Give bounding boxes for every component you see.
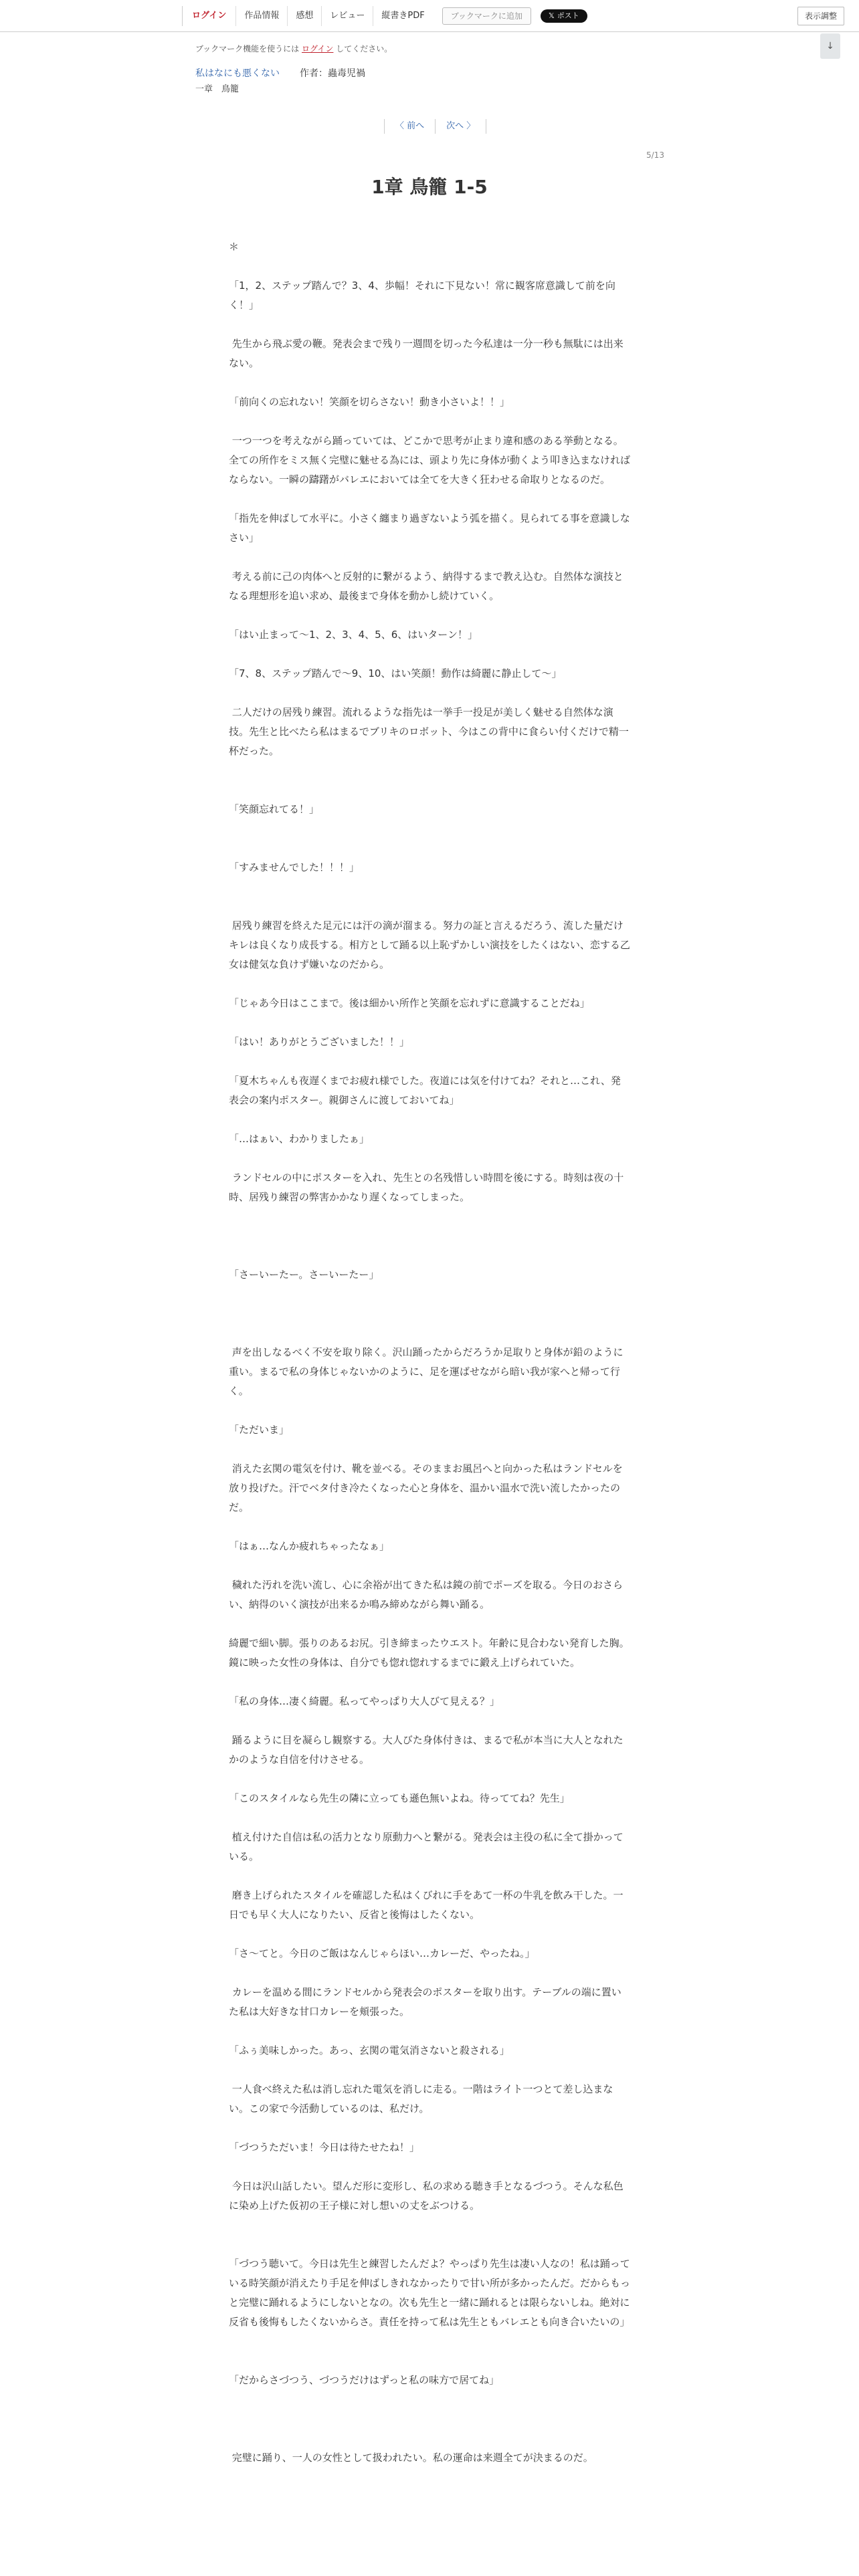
story-paragraph: 「すみませんでした！！！」: [229, 861, 360, 873]
story-paragraph: 「さーいーたー。さーいーたー」: [229, 1269, 379, 1281]
story-paragraph: 「前向くの忘れない！笑顔を切らさない！動き小さいよ！！」: [229, 396, 510, 408]
x-post-button[interactable]: [541, 9, 587, 23]
story-paragraph: 「じゃあ今日はここまで。後は細かい所作と笑顔を忘れずに意識することだね」: [229, 997, 590, 1009]
story-paragraph: 「はぁ…なんか疲れちゃったなぁ」: [229, 1540, 390, 1552]
x-logo-icon: 𝕏: [548, 11, 555, 20]
story-paragraph: 「ただいま」: [229, 1424, 290, 1436]
story-paragraph: 「はい止まって〜1、2、3、4、5、6、はいターン！」: [229, 629, 478, 641]
story-paragraph: 「づつうただいま！今日は待たせたね！」: [229, 2141, 420, 2153]
story-paragraph: 一つ一つを考えながら踊っていては、どこかで思考が止まり違和感のある挙動となる。全ての所作をミス無く完璧に魅せる為には、頭より先に身体が動くよう叩き込まなければならない。一瞬の躊躇がバレエにおいては全てを大きく狂わせる命取りとなるのだ。: [229, 435, 631, 486]
work-info-link[interactable]: 作品情報: [235, 6, 287, 26]
notice-login-link[interactable]: ログイン: [302, 44, 334, 53]
story-paragraph: 居残り練習を終えた足元には汗の滴が溜まる。努力の証と言えるだろう、流した量だけキレは良くなり成長する。相方として踊る以上恥ずかしい演技をしたくはない、恋する乙女は健気な負けず嫌いなのだから。: [229, 920, 630, 970]
story-paragraph: 完璧に踊り、一人の女性として扱われたい。私の運命は来週全てが決まるのだ。: [229, 2452, 593, 2464]
story-paragraph: 「さ〜てと。今日のご飯はなんじゃらほい…カレーだ、やったね。」: [229, 1947, 535, 1959]
notice-suffix: してください。: [336, 44, 393, 53]
prev-page-link[interactable]: 〈 前へ: [384, 119, 435, 134]
review-link[interactable]: レビュー: [321, 6, 373, 26]
bookmark-add-button[interactable]: ブックマークに追加: [442, 7, 531, 25]
page-navigation: [384, 119, 486, 134]
story-paragraph: 「ふぅ美味しかった。あっ、玄関の電気消さないと殺される」: [229, 2044, 510, 2056]
story-paragraph: 「だからさづつう、づつうだけはずっと私の味方で居てね」: [229, 2374, 500, 2386]
page-counter: 5/13: [646, 150, 664, 160]
story-paragraph: 今日は沢山話したい。望んだ形に変形し、私の求める聴き手となるづつう。そんな私色に染め上げた仮初の王子様に対し想いの丈をぶつける。: [229, 2180, 624, 2212]
story-paragraph: 「はい！ありがとうございました！！」: [229, 1036, 410, 1048]
story-paragraph: 磨き上げられたスタイルを確認した私はくびれに手をあて一杯の牛乳を飲み干した。一日でも早く大人になりたい、反省と後悔はしたくない。: [229, 1889, 624, 1921]
story-paragraph: 声を出しなるべく不安を取り除く。沢山踊ったからだろうか足取りと身体が鉛のように重い。まるで私の身体じゃないかのように、足を運ばせながら暗い我が家へと帰って行く。: [229, 1346, 624, 1397]
story-paragraph: 「7、8、ステップ踏んで〜9、10、はい笑顔！動作は綺麗に静止して〜」: [229, 667, 562, 679]
story-paragraph: 「このスタイルなら先生の隣に立っても遜色無いよね。待っててね？先生」: [229, 1792, 570, 1804]
story-paragraph: ＊: [229, 241, 240, 253]
display-settings-button[interactable]: 表示調整: [797, 7, 844, 25]
story-paragraph: 考える前に己の肉体へと反射的に繋がるよう、納得するまで教え込む。自然体な演技となる理想形を追い求め、最後まで身体を動かし続けていく。: [229, 570, 624, 602]
story-paragraph: 「笑顔忘れてる！」: [229, 803, 320, 815]
vertical-pdf-link[interactable]: 縦書きPDF: [373, 6, 432, 26]
work-meta: [195, 66, 365, 80]
story-paragraph: 「づつう聴いて。今日は先生と練習したんだよ？やっぱり先生は凄い人なの！私は踊っている時笑顔が消えたり手足を伸ばしきれなかったりで甘い所が多かったんだ。だからもっと完璧に踊れるようにしないとなの。次も先生と一緒に踊れるとは限らないしね。絶対に反省も後悔もしたくないからさ。責任を持って私は先生ともバレエとも向き合いたいの」: [229, 2258, 631, 2328]
notice-prefix: ブックマーク機能を使うには: [195, 44, 300, 53]
nav-menu: [182, 6, 587, 26]
series-title-link[interactable]: 私はなにも悪くない: [195, 68, 280, 79]
story-paragraph: 植え付けた自信は私の活力となり原動力へと繋がる。発表会は主役の私に全て掛かっている。: [229, 1831, 624, 1862]
x-post-label: ポスト: [557, 11, 579, 20]
story-paragraph: 「…はぁい、わかりましたぁ」: [229, 1133, 370, 1145]
story-paragraph: 消えた玄関の電気を付け、靴を並べる。そのままお風呂へと向かった私はランドセルを放り投げた。汗でベタ付き冷たくなった心と身体を、温かい温水で洗い流したかったのだ。: [229, 1463, 623, 1513]
top-navigation: [0, 0, 859, 32]
story-paragraph: 先生から飛ぶ愛の鞭。発表会まで残り一週間を切った今私達は一分一秒も無駄には出来ない。: [229, 338, 624, 369]
chapter-name: 一章 鳥籠: [195, 84, 240, 94]
impressions-link[interactable]: 感想: [287, 6, 321, 26]
story-paragraph: カレーを温める間にランドセルから発表会のポスターを取り出す。テーブルの端に置いた私は大好きな甘口カレーを頬張った。: [229, 1986, 622, 2018]
story-paragraph: 一人食べ終えた私は消し忘れた電気を消しに走る。一階はライト一つとて差し込まない。この家で今活動しているのは、私だけ。: [229, 2083, 613, 2115]
author-name: 作者：蟲毒児禍: [300, 68, 365, 79]
story-body: [229, 237, 630, 2487]
login-link[interactable]: ログイン: [182, 6, 235, 26]
bookmark-login-notice: [195, 43, 392, 54]
story-paragraph: 穢れた汚れを洗い流し、心に余裕が出てきた私は鏡の前でポーズを取る。今日のおさらい、納得のいく演技が出来るか鳴み締めながら舞い踊る。: [229, 1579, 624, 1610]
story-paragraph: ランドセルの中にポスターを入れ、先生との名残惜しい時間を後にする。時刻は夜の十時、居残り練習の弊害かかなり遅くなってしまった。: [229, 1172, 624, 1203]
episode-title: 1章 鳥籠 1-5: [371, 176, 488, 198]
next-page-link[interactable]: 次へ 〉: [435, 119, 486, 134]
story-paragraph: 「夏木ちゃんも夜遅くまでお疲れ様でした。夜道には気を付けてね？それと…これ、発表会の案内ポスター。親御さんに渡しておいてね」: [229, 1075, 621, 1106]
story-paragraph: 綺麗で細い脚。張りのあるお尻。引き締まったウエスト。年齢に見合わない発育した胸。鏡に映った女性の身体は、自分でも惚れ惚れするまでに鍛え上げられていた。: [229, 1637, 630, 1669]
scroll-arrow-button[interactable]: ↓: [820, 33, 840, 59]
story-paragraph: 「指先を伸ばして水平に。小さく纏まり過ぎないよう弧を描く。見られてる事を意識しなさい」: [229, 512, 630, 544]
story-paragraph: 二人だけの居残り練習。流れるような指先は一挙手一投足が美しく魅せる自然体な演技。先生と比べたら私はまるでブリキのロボット、今はこの背中に食らい付くだけで精一杯だった。: [229, 706, 629, 757]
story-paragraph: 「1，2、ステップ踏んで？3、4、歩幅！それに下見ない！常に観客席意識して前を向く！」: [229, 280, 615, 311]
story-paragraph: 「私の身体…凄く綺麗。私ってやっぱり大人びて見える？」: [229, 1695, 500, 1707]
story-paragraph: 踊るように目を凝らし観察する。大人びた身体付きは、まるで私が本当に大人となれたかのような自信を付けさせる。: [229, 1734, 624, 1765]
